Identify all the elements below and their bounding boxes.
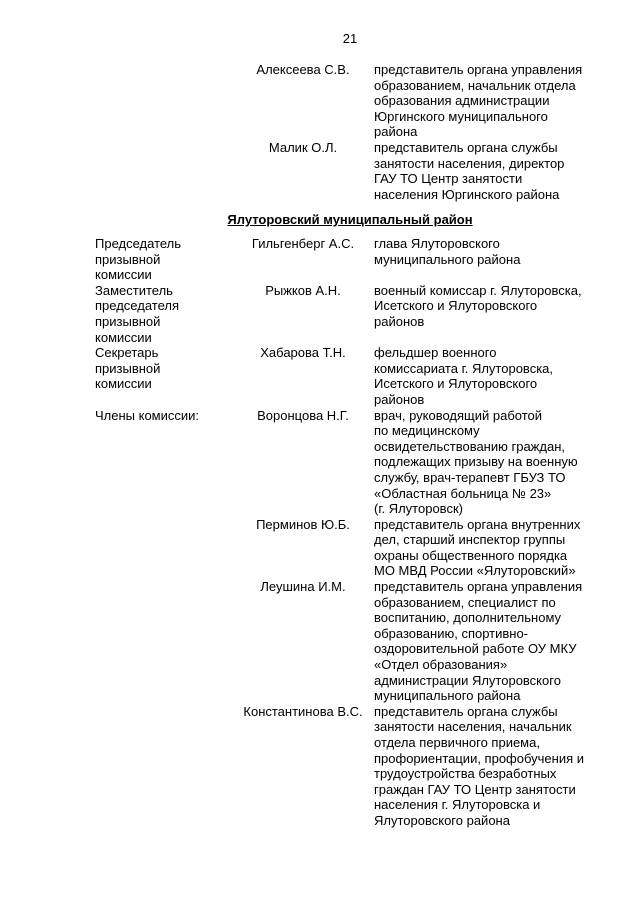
desc-line: ГАУ ТО Центр занятости — [374, 171, 523, 187]
entry-row — [95, 408, 615, 517]
entry-description — [374, 517, 609, 579]
desc-line: представитель органа внутренних — [374, 516, 581, 532]
desc-line: муниципального района — [374, 688, 521, 704]
desc-line: службу, врач-терапевт ГБУЗ ТО — [374, 469, 566, 485]
entry-role — [95, 283, 235, 345]
desc-line: администрации Ялуторовского — [374, 672, 561, 688]
desc-line: образованию, спортивно- — [374, 625, 529, 641]
role-line: Секретарь — [95, 345, 159, 361]
desc-line: (г. Ялуторовск) — [374, 501, 463, 517]
desc-line: отдела первичного приема, — [374, 735, 540, 750]
desc-line: населения г. Ялуторовска и — [374, 797, 541, 813]
entry-name: Константинова В.С. — [243, 703, 363, 719]
role-line: комиссии — [95, 376, 152, 392]
entry-name: Воронцова Н.Г. — [257, 407, 349, 423]
desc-line: комиссариата г. Ялуторовска, — [374, 360, 554, 376]
desc-line: районов — [374, 313, 425, 329]
desc-line: образования администрации — [374, 93, 550, 109]
entry-row — [95, 283, 615, 345]
entry-row — [95, 236, 615, 283]
desc-line: воспитанию, дополнительному — [374, 610, 562, 626]
desc-line: района — [374, 124, 418, 140]
entry-description — [374, 62, 609, 140]
desc-line: занятости населения, начальник — [374, 719, 572, 735]
entry-name: Хабарова Т.Н. — [260, 345, 346, 361]
role-line: призывной — [95, 251, 161, 267]
role-line: призывной — [95, 360, 161, 376]
entry-row — [95, 62, 615, 140]
desc-line: представитель органа службы — [374, 139, 558, 155]
entry-name: Гильгенберг А.С. — [251, 236, 355, 251]
desc-line: военный комиссар г. Ялуторовска, — [374, 282, 582, 298]
entry-description — [374, 579, 609, 704]
entry-description — [374, 140, 609, 202]
desc-line: подлежащих призыву на военную — [374, 454, 578, 470]
entry-name: Алексеева С.В. — [256, 62, 350, 77]
desc-line: МО МВД России «Ялуторовский» — [374, 563, 576, 579]
desc-line: Исетского и Ялуторовского — [374, 376, 538, 392]
desc-line: глава Ялуторовского — [374, 236, 500, 251]
desc-line: дел, старший инспектор группы — [374, 532, 566, 548]
entry-role — [95, 408, 235, 424]
entry-name: Перминов Ю.Б. — [256, 516, 350, 532]
section-title: Ялуторовский муниципальный район — [227, 212, 473, 227]
desc-line: представитель органа управления — [374, 579, 583, 595]
role-line: Заместитель — [95, 282, 173, 298]
role-line: комиссии — [95, 329, 152, 345]
desc-line: граждан ГАУ ТО Центр занятости — [374, 781, 576, 797]
entry-name: Малик О.Л. — [268, 139, 338, 155]
role-line: Председатель — [95, 236, 182, 251]
desc-line: Исетского и Ялуторовского — [374, 298, 538, 314]
top-entries — [95, 62, 615, 202]
entry-role — [95, 236, 235, 283]
entry-row — [95, 140, 615, 202]
entry-description — [374, 408, 609, 517]
desc-line: представитель органа службы — [374, 703, 558, 719]
entry-description — [374, 283, 609, 330]
entry-row — [95, 704, 615, 829]
entry-name: Леушина И.М. — [260, 579, 346, 595]
desc-line: врач, руководящий работой — [374, 407, 543, 423]
desc-line: по медицинскому — [374, 423, 480, 439]
desc-line: образованием, начальник отдела — [374, 77, 576, 93]
entry-description — [374, 704, 609, 829]
desc-line: занятости населения, директор — [374, 155, 565, 171]
role-line: призывной — [95, 313, 161, 329]
desc-line: охраны общественного порядка — [374, 547, 568, 563]
role-line: председателя — [95, 298, 180, 314]
desc-line: населения Юргинского района — [374, 186, 560, 202]
entry-name: Рыжков А.Н. — [265, 282, 341, 298]
entry-description — [374, 345, 609, 407]
desc-line: профориентации, профобучения и — [374, 750, 584, 766]
desc-line: представитель органа управления — [374, 62, 583, 77]
desc-line: Юргинского муниципального — [374, 108, 548, 124]
desc-line: «Отдел образования» — [374, 657, 508, 673]
entry-row — [95, 517, 615, 579]
desc-line: «Областная больница № 23» — [374, 485, 552, 501]
desc-line: муниципального района — [374, 251, 521, 267]
entry-row — [95, 345, 615, 407]
commission-entries — [95, 236, 615, 829]
desc-line: Ялуторовского района — [374, 812, 510, 828]
entry-row — [95, 579, 615, 704]
page-number: 21 — [342, 31, 358, 46]
desc-line: оздоровительной работе ОУ МКУ — [374, 641, 577, 657]
desc-line: трудоустройства безработных — [374, 766, 557, 782]
entry-description — [374, 236, 609, 267]
desc-line: фельдшер военного — [374, 345, 497, 361]
role-line: Члены комиссии: — [95, 407, 200, 423]
role-line: комиссии — [95, 267, 152, 283]
entry-role — [95, 345, 235, 392]
desc-line: освидетельствованию граждан, — [374, 438, 565, 454]
desc-line: образованием, специалист по — [374, 594, 556, 610]
desc-line: районов — [374, 391, 425, 407]
